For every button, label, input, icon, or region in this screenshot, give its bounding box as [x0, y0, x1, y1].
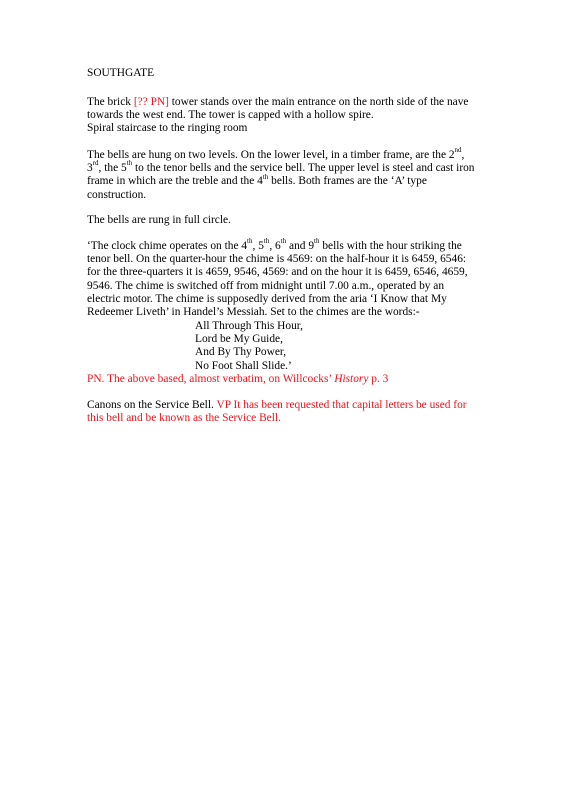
chime-text: ‘The clock chime operates on the 4 — [87, 240, 248, 252]
chime-line-4: 9546. The chime is switched off from midnight until 7.00 a.m., operated by an — [87, 279, 445, 292]
chime-verse — [195, 320, 303, 373]
tower-paragraph — [87, 96, 487, 136]
chime-text: , 5 — [252, 240, 264, 252]
tower-text: tower stands over the main entrance on the north side of the nave — [168, 96, 469, 108]
tower-line-2: towards the west end. The tower is capped with a hollow spire. — [87, 109, 374, 122]
chime-line-5: electric motor. The chime is supposedly derived from the aria ‘I Know that My — [87, 292, 447, 305]
levels-text: to the tenor bells and the service bell. The upper level is steel and cast iron — [132, 162, 475, 175]
note-text: PN. The above based, almost verbatim, on Willcocks’ — [87, 373, 335, 385]
page-heading — [87, 67, 487, 80]
levels-text: , the 5 — [98, 162, 127, 175]
levels-line-4: construction. — [87, 188, 147, 201]
levels-line-1 — [87, 146, 487, 162]
tower-text: The brick — [87, 96, 134, 108]
red-annotation: VP It has been requested that capital letters be used for — [216, 399, 467, 411]
verse-line: No Foot Shall Slide.’ — [195, 359, 292, 372]
verse-line: And By Thy Power, — [195, 346, 287, 359]
chime-text: bells with the hour striking the — [319, 240, 462, 252]
heading-text: SOUTHGATE — [87, 67, 155, 79]
chime-line-3: for the three-quarters it is 4659, 9546, 4569: and on the hour it is 6459, 6546, 4659, — [87, 266, 468, 279]
levels-line-3 — [87, 172, 487, 188]
source-note-line — [87, 373, 487, 386]
ordinal-suffix: th — [263, 237, 270, 246]
ordinal-suffix: th — [314, 237, 320, 246]
levels-text: 3 — [87, 162, 93, 175]
red-annotation: [?? PN] — [133, 96, 169, 108]
levels-text: frame in which are the treble and the 4 — [87, 175, 263, 188]
tower-line-1 — [87, 96, 487, 109]
rung-line: The bells are rung in full circle. — [87, 214, 231, 226]
canons-text: Canons on the Service Bell. — [87, 399, 217, 411]
verse-line: Lord be My Guide, — [195, 333, 283, 346]
note-text: p. 3 — [368, 373, 389, 385]
ordinal-suffix: rd — [92, 159, 99, 168]
canons-line-1 — [87, 399, 487, 412]
levels-paragraph — [87, 146, 487, 202]
canons-line-2: this bell and be known as the Service Bell. — [87, 412, 281, 425]
ordinal-suffix: th — [247, 237, 253, 246]
chime-line-2: tenor bell. On the quarter-hour the chime is 4569: on the half-hour it is 6459, 6546: — [87, 253, 467, 266]
chime-text: , 6 — [269, 240, 281, 252]
levels-text: bells. Both frames are the ‘A’ type — [268, 175, 427, 188]
chime-text: and 9 — [286, 240, 315, 252]
chime-line-1 — [87, 237, 487, 253]
ordinal-suffix: th — [280, 237, 287, 246]
chime-line-6: Redeemer Liveth’ in Handel’s Messiah. Set to the chimes are the words:- — [87, 306, 420, 319]
levels-text: , — [461, 149, 465, 161]
canons-paragraph — [87, 399, 487, 425]
tower-line-3: Spiral staircase to the ringing room — [87, 122, 248, 135]
source-note — [87, 373, 487, 386]
book-title: History — [334, 373, 369, 385]
rung-paragraph — [87, 214, 487, 227]
ordinal-suffix: th — [126, 159, 133, 168]
levels-line-2 — [87, 159, 487, 175]
chime-paragraph — [87, 237, 487, 319]
levels-text: The bells are hung on two levels. On the lower level, in a timber frame, are the 2 — [87, 149, 455, 161]
ordinal-suffix: nd — [454, 146, 462, 155]
ordinal-suffix: th — [262, 172, 269, 181]
verse-line: All Through This Hour, — [195, 320, 303, 332]
